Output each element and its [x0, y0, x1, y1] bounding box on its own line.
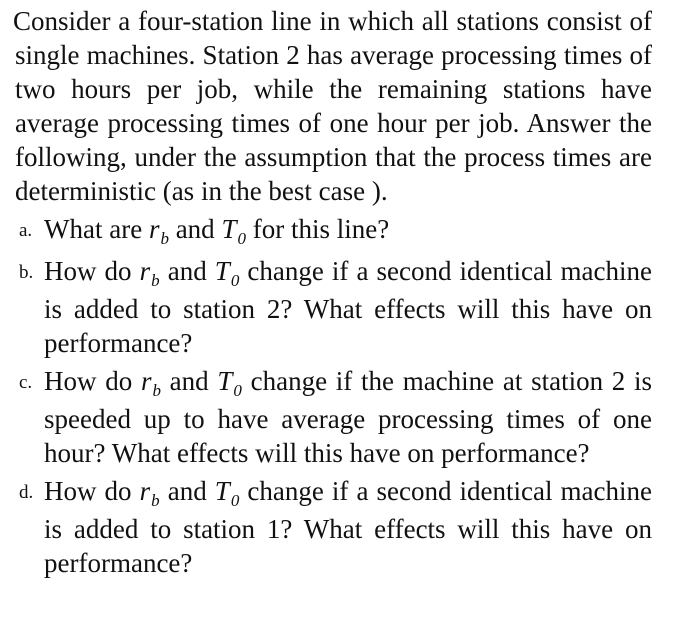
subscript-0: 0 — [230, 271, 240, 290]
question-list — [13, 212, 652, 580]
question-text-mid: and — [159, 476, 215, 506]
question-text-pre: How do — [44, 256, 140, 286]
problem-intro: Consider a four-station line in which all stations consist of single machines. Station 2 has average processing times of two hours per job, while the remaining stations have average processing times of one hour per job. Answer the following, under the assumption that the process times are deterministic (as in the best case ). — [13, 6, 652, 206]
question-text — [44, 474, 652, 580]
question-label: a. — [19, 220, 33, 241]
symbol-r: r — [140, 366, 152, 396]
subscript-b: b — [151, 271, 160, 290]
question-text-pre: What are — [44, 214, 149, 244]
question-text-post: change if a second identical machine is added to station 1? What effects will this have on performance? — [44, 476, 653, 578]
question-text — [44, 212, 652, 250]
subscript-0: 0 — [237, 229, 246, 248]
question-text-mid: and — [160, 366, 218, 396]
question-text-mid: and — [168, 214, 222, 244]
question-label: c. — [19, 372, 33, 393]
subscript-0: 0 — [230, 491, 240, 510]
symbol-r: r — [139, 256, 151, 286]
question-c — [13, 364, 652, 470]
question-text-pre: How do — [44, 366, 141, 396]
symbol-t: T — [214, 256, 230, 286]
question-text-pre: How do — [44, 476, 140, 506]
question-a — [13, 212, 652, 250]
question-d — [13, 474, 652, 580]
subscript-b: b — [152, 381, 161, 400]
subscript-0: 0 — [233, 381, 242, 400]
symbol-t: T — [221, 214, 237, 244]
symbol-r: r — [139, 476, 151, 506]
question-text-post: change if the machine at station 2 is speeded up to have average processing times of one hour? What effects will this have on performance? — [44, 366, 653, 468]
question-text-mid: and — [159, 256, 215, 286]
question-text-post: for this line? — [245, 214, 390, 244]
question-text — [44, 364, 652, 470]
question-text — [44, 254, 652, 360]
question-b — [13, 254, 652, 360]
subscript-b: b — [151, 491, 160, 510]
symbol-t: T — [214, 476, 230, 506]
symbol-t: T — [217, 366, 233, 396]
question-label: d. — [19, 482, 34, 503]
question-text-post: change if a second identical machine is added to station 2? What effects will this have on performance? — [44, 256, 653, 358]
symbol-r: r — [148, 214, 160, 244]
subscript-b: b — [160, 229, 169, 248]
question-label: b. — [19, 262, 34, 283]
